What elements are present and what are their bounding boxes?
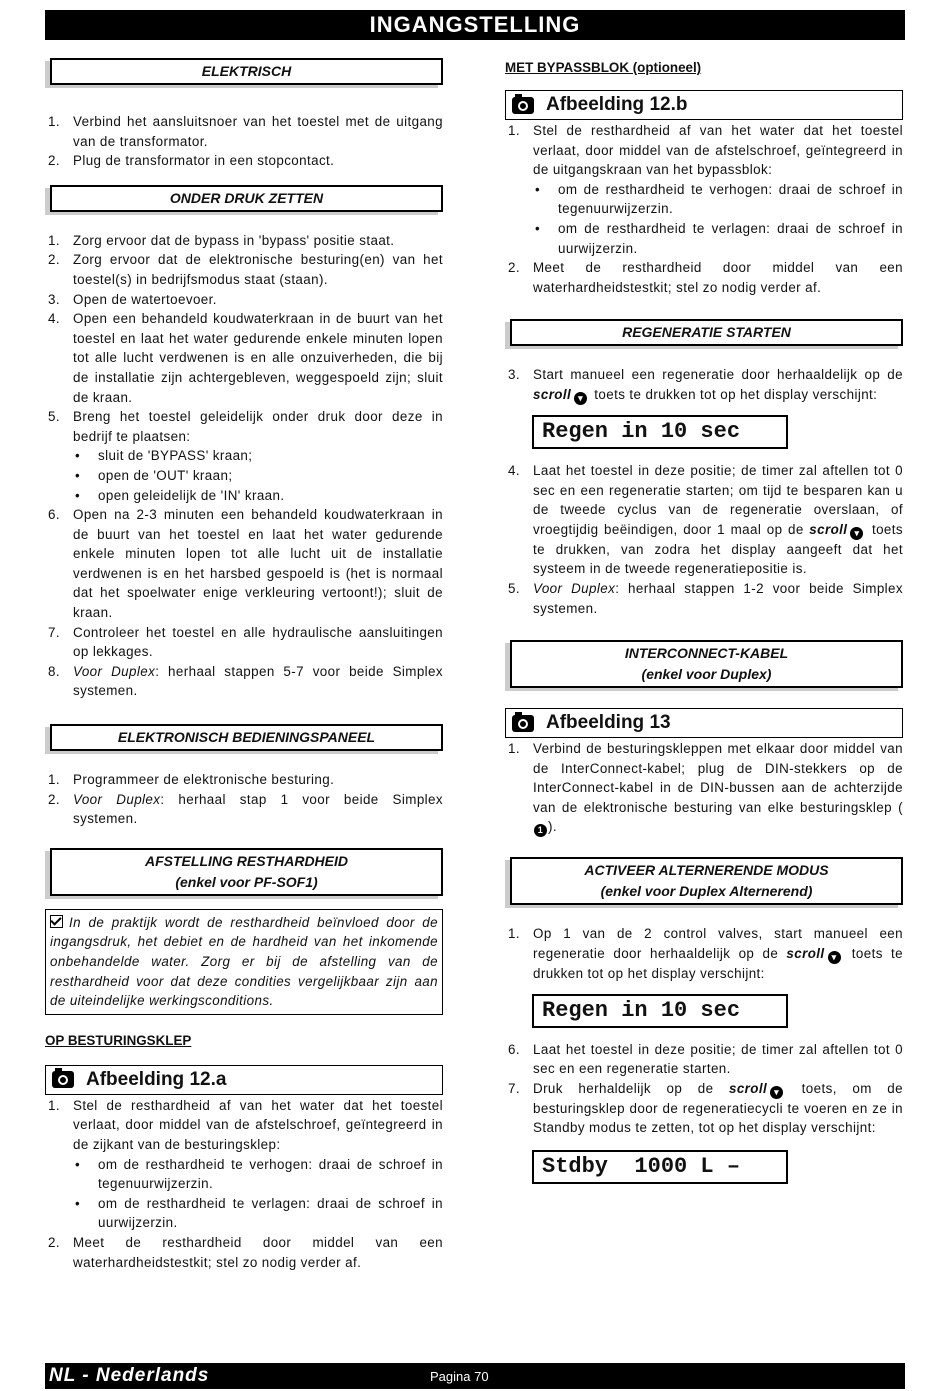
bullet-item: • sluit de 'BYPASS' kraan; [75, 448, 253, 464]
list-item: 7. Druk herhaldelijk op de scroll ▾ toets, om de besturingsklep door de regeneratiecycli te voeren en ze in Standby modus te zetten, tot op het display verschijnt: [508, 1080, 904, 1136]
list-alternerend [505, 924, 903, 1184]
list-item: 2. Zorg ervoor dat de elektronische besturing(en) van het toestel(s) in bedrijfsmodus staat (staan). [48, 252, 443, 287]
scroll-button-icon: ▾ [850, 527, 863, 540]
list-regeneratie [505, 365, 903, 618]
list-item: 2. Voor Duplex: herhaal stap 1 voor beide Simplex systemen. [48, 791, 443, 827]
list-item: 5. Voor Duplex: herhaal stappen 1-2 voor beide Simplex systemen. [508, 580, 903, 616]
bullet-item: • om de resthardheid te verhogen: draai de schroef in tegenuurwijzerzin. [75, 1156, 443, 1192]
scroll-button-icon: ▾ [574, 392, 587, 405]
marker-one-icon: 1 [534, 824, 547, 837]
list-onder-druk [45, 231, 443, 701]
list-item: 2. Plug de transformator in een stopcontact. [48, 153, 335, 169]
list-item: 1. Op 1 van de 2 control valves, start manueel een regeneratie door herhaaldelijk op de scroll ▾ toets te drukken tot op het display verschijnt: [508, 926, 903, 982]
list-bypassblok [505, 121, 903, 297]
list-item: 1. Stel de resthardheid af van het water dat het toestel verlaat, door middel van de afstelschroef, geïntegreerd in de zijkant van de besturingsklep: [48, 1097, 443, 1152]
scroll-button-icon: ▾ [828, 951, 841, 964]
page-title: INGANGSTELLING [45, 10, 905, 40]
bullet-item: • om de resthardheid te verlagen: draai de schroef in uurwijzerzin. [75, 1195, 443, 1231]
list-interconnect [505, 739, 903, 837]
list-item: 3. Open de watertoevoer. [48, 291, 217, 307]
figure-reference: Afbeelding 12.b [505, 90, 903, 120]
list-item: 2. Meet de resthardheid door middel van een waterhardheidstestkit; stel zo nodig verder af. [48, 1234, 443, 1270]
scroll-button-icon: ▾ [770, 1086, 783, 1099]
section-heading-afstelling: AFSTELLING RESTHARDHEID (enkel voor PF-SOF1) [50, 848, 443, 896]
list-item: 5. Breng het toestel geleidelijk onder druk door deze in bedrijf te plaatsen: [48, 409, 443, 444]
list-item: 3. Start manueel een regeneratie door herhaaldelijk op de scroll ▾ toets te drukken tot op het display verschijnt: [508, 367, 903, 403]
footer-bar [45, 1363, 905, 1389]
figure-reference: Afbeelding 12.a [45, 1065, 443, 1095]
list-bedieningspaneel [45, 770, 443, 829]
lcd-display: Regen in 10 sec [532, 994, 788, 1028]
figure-reference: Afbeelding 13 [505, 708, 903, 738]
section-heading-elektrisch: ELEKTRISCH [50, 58, 443, 85]
page-number: Pagina 70 [430, 1369, 489, 1384]
camera-icon [52, 1071, 74, 1088]
list-item: 1. Programmeer de elektronische besturing. [48, 772, 335, 788]
list-item: 6. Laat het toestel in deze positie; de timer zal aftellen tot 0 sec en een regeneratie starten. [508, 1041, 903, 1077]
section-heading-alternerend: ACTIVEER ALTERNERENDE MODUS (enkel voor Duplex Alternerend) [510, 857, 903, 905]
list-item: 4. Open een behandeld koudwaterkraan in de buurt van het toestel en laat het water gedurende enkele minuten lopen tot alle lucht verdwenen is en alle onzuiverheden, die bij de installatie zijn achtergebleven, weggespoeld zijn; sluit de kraan. [48, 311, 443, 405]
section-heading-regeneratie: REGENERATIE STARTEN [510, 319, 903, 346]
section-heading-onder-druk: ONDER DRUK ZETTEN [50, 185, 443, 212]
list-item: 1. Stel de resthardheid af van het water dat het toestel verlaat, door middel van de afstelschroef, geïntegreerd in de uitgangskraan van het bypassblok: [508, 123, 903, 178]
checkbox-icon [50, 915, 63, 928]
lcd-display: Stdby 1000 L – [532, 1150, 788, 1184]
list-item: 2. Meet de resthardheid door middel van een waterhardheidstestkit; stel zo nodig verder af. [508, 260, 903, 295]
camera-icon [512, 715, 534, 732]
note-box: In de praktijk wordt de resthardheid beïnvloed door de ingangsdruk, het debiet en de hardheid van het inkomende onbehandelde water. Zorg er bij de afstelling van de resthardheid voor dat deze condities vergelijkbaar zijn aan de uiteindelijke werkingsconditions. [45, 909, 443, 1015]
list-item: 4. Laat het toestel in deze positie; de timer zal aftellen tot 0 sec en een regeneratie starten; om tijd te besparen kan u de tweede cyclus van de regeneratie overslaan, of vroegtijdig beëindigen, door 1 maal op de scroll ▾ toets te drukken, van zodra het display aangeeft dat het systeem in de tweede regeneratiepositie is. [508, 462, 903, 577]
footer-language: NL - Nederlands [49, 1365, 210, 1386]
bullet-item: • open de 'OUT' kraan; [75, 467, 233, 483]
bullet-item: • om de resthardheid te verhogen: draai de schroef in tegenuurwijzerzin. [535, 181, 903, 217]
list-item: 8. Voor Duplex: herhaal stappen 5-7 voor beide Simplex systemen. [48, 663, 443, 699]
camera-icon [512, 97, 534, 114]
section-heading-bedieningspaneel: ELEKTRONISCH BEDIENINGSPANEEL [50, 724, 443, 751]
right-column [505, 58, 903, 1190]
list-item: 1. Verbind het aansluitsnoer van het toestel met de uitgang van de transformator. [48, 114, 443, 149]
list-elektrisch [45, 112, 443, 171]
subheading-besturingsklep: OP BESTURINGSKLEP [45, 1032, 192, 1048]
list-item: 1. Zorg ervoor dat de bypass in 'bypass' positie staat. [48, 232, 395, 248]
subheading-bypassblok: MET BYPASSBLOK (optioneel) [505, 60, 702, 75]
bullet-item: • open geleidelijk de 'IN' kraan. [75, 487, 285, 503]
lcd-display: Regen in 10 sec [532, 415, 788, 449]
left-column [45, 58, 443, 1272]
section-heading-interconnect: INTERCONNECT-KABEL (enkel voor Duplex) [510, 640, 903, 688]
list-besturingsklep [45, 1096, 443, 1272]
bullet-item: • om de resthardheid te verlagen: draai de schroef in uurwijzerzin. [535, 220, 903, 256]
list-item: 6. Open na 2-3 minuten een behandeld koudwaterkraan in de buurt van het toestel en laat het water gedurende enkele minuten lopen tot alle lucht uit de installatie verdwenen is en het harsbed gespoeld is (het is normaal dat het spoelwater enige verkleuring vertoont!); sluit de kraan. [48, 507, 443, 621]
list-item: 1. Verbind de besturingskleppen met elkaar door middel van de InterConnect-kabel; plug de DIN-stekkers op de InterConnect-kabel in de DIN-bussen aan de achterzijde van de elektronische besturing van elke besturingsklep (1 ). [508, 741, 903, 836]
list-item: 7. Controleer het toestel en alle hydraulische aansluitingen op lekkages. [48, 624, 443, 660]
